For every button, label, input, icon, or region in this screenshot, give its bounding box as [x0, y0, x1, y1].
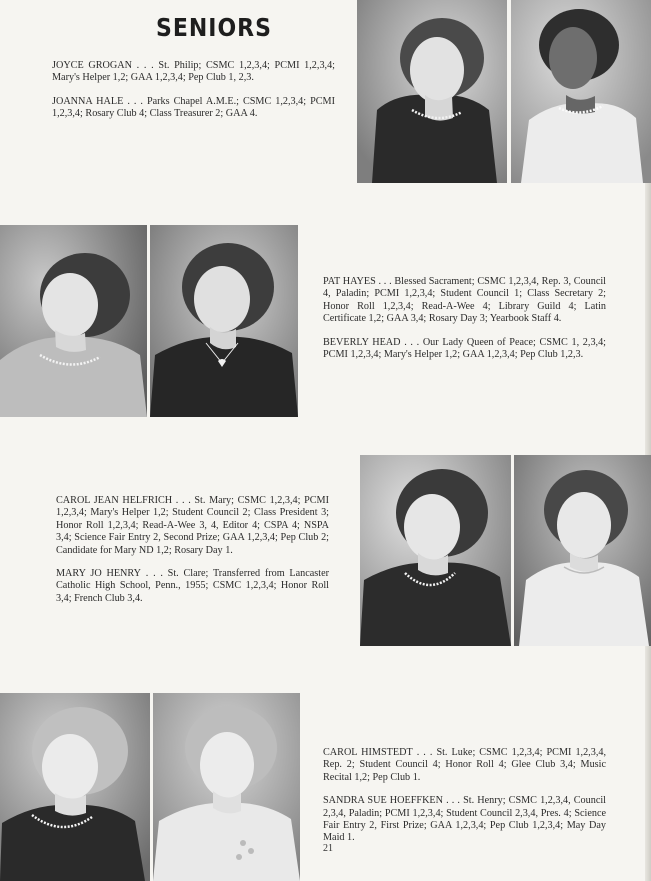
portrait-photo-pat-hayes [0, 225, 147, 417]
portrait-photo-carol-himstedt [0, 693, 150, 881]
student-name: SANDRA SUE HOEFFKEN [323, 795, 443, 807]
bio-entry: PAT HAYES . . . Blessed Sacrament; CSMC 1,2,3,4, Rep. 3, Council 4, Paladin; PCMI 1,2,3,4; Student Council 1; Class Secretary 2; Honor Roll 1,2,3,4; Read-A-Wee 4; Library Guild 4; Latin Certificate 1,2; GAA 3,4; Rosary Day 3; Yearbook Staff 4. [323, 276, 606, 325]
portrait-photo-carol-jean-helfrich [360, 455, 511, 646]
student-bio: St. Mary; CSMC 1,2,3,4; PCMI 1,2,3,4; Mary's Helper 1,2; Student Council 2; Class President 3; Honor Roll 1,2,3,4; Read-A-Wee 3, 4, Editor 4; CSPA 4; NSPA 3,4; Science Fair Entry 2, Second Prize; GAA 1,2,3,4; Pep Club 2; Candidate for Mary ND 1,2; Rosary Day 1. [56, 495, 329, 556]
student-bio: St. Philip; CSMC 1,2,3,4; PCMI 1,2,3,4; Mary's Helper 1,2; GAA 1,2,3,4; Pep Club 1, 2,3. [52, 60, 336, 84]
student-bio: St. Clare; Transferred from Lancaster Catholic High School, Penn., 1955; CSMC 1,2,3,4; Honor Roll 3,4; French Club 3,4. [56, 568, 329, 604]
student-name: CAROL JEAN HELFRICH [56, 495, 173, 506]
student-name: BEVERLY HEAD [323, 336, 401, 348]
section-3-text [56, 495, 329, 616]
student-name: JOANNA HALE [52, 95, 124, 107]
student-name: MARY JO HENRY [56, 568, 141, 580]
student-bio: Blessed Sacrament; CSMC 1,2,3,4, Rep. 3, Council 4, Paladin; PCMI 1,2,3,4; Student Council 1; Class Secretary 2; Honor Roll 1,2,3,4; Read-A-Wee 4; Library Guild 4; Latin Certificate 1,2; GAA 3,4; Rosary Day 3; Yearbook Staff 4. [323, 276, 606, 325]
section-2-text [323, 276, 606, 372]
bio-entry: SANDRA SUE HOEFFKEN . . . St. Henry; CSMC 1,2,3,4, Council 2,3,4, Paladin; PCMI 1,2,3,4; Student Council 2,3,4, Pres. 4; Science Fair Entry 2, First Prize; GAA 1,2,3,4; Pep Club 1,2,3,4; May Day Maid 1. [323, 795, 607, 844]
section-1-text [52, 60, 335, 132]
bio-entry: JOANNA HALE . . . Parks Chapel A.M.E.; CSMC 1,2,3,4; PCMI 1,2,3,4; Rosary Club 4; Class Treasurer 2; GAA 4. [52, 95, 335, 120]
section-4-text [323, 747, 606, 856]
student-bio: Parks Chapel A.M.E.; CSMC 1,2,3,4; PCMI 1,2,3,4; Rosary Club 4; Class Treasurer 2; GAA 4. [52, 95, 335, 120]
student-bio: St. Luke; CSMC 1,2,3,4; PCMI 1,2,3,4, Rep. 2; Student Council 4; Honor Roll 4; Glee Club 3,4; Music Recital 1,2; Pep Club 1. [323, 747, 607, 783]
page-number: 21 [323, 843, 333, 854]
bio-entry: JOYCE GROGAN . . . St. Philip; CSMC 1,2,3,4; PCMI 1,2,3,4; Mary's Helper 1,2; GAA 1,2,3,4; Pep Club 1, 2,3. [52, 60, 336, 84]
page-title: SENIORS [156, 14, 272, 43]
portrait-photo-sandra-sue-hoeffken [153, 693, 300, 881]
portrait-photo-joyce-grogan [357, 0, 507, 183]
bio-entry: BEVERLY HEAD . . . Our Lady Queen of Peace; CSMC 1, 2,3,4; PCMI 1,2,3,4; Mary's Helper 1,2; GAA 1,2,3,4; Pep Club 1,2,3. [323, 336, 607, 361]
portrait-photo-mary-jo-henry [514, 455, 651, 646]
student-name: JOYCE GROGAN [52, 60, 132, 71]
student-bio: St. Henry; CSMC 1,2,3,4, Council 2,3,4, Paladin; PCMI 1,2,3,4; Student Council 2,3,4, Pres. 4; Science Fair Entry 2, First Prize; GAA 1,2,3,4; Pep Club 1,2,3,4; May Day Maid 1. [323, 795, 607, 844]
student-name: CAROL HIMSTEDT [323, 747, 413, 758]
student-name: PAT HAYES [323, 276, 376, 287]
bio-entry: MARY JO HENRY . . . St. Clare; Transferred from Lancaster Catholic High School, Penn., 1955; CSMC 1,2,3,4; Honor Roll 3,4; French Club 3,4. [56, 568, 329, 604]
student-bio: Our Lady Queen of Peace; CSMC 1, 2,3,4; PCMI 1,2,3,4; Mary's Helper 1,2; GAA 1,2,3,4; Pep Club 1,2,3. [323, 336, 607, 361]
portrait-photo-joanna-hale [511, 0, 651, 183]
portrait-photo-beverly-head [150, 225, 298, 417]
bio-entry: CAROL HIMSTEDT . . . St. Luke; CSMC 1,2,3,4; PCMI 1,2,3,4, Rep. 2; Student Council 4; Honor Roll 4; Glee Club 3,4; Music Recital 1,2; Pep Club 1. [323, 747, 607, 783]
bio-entry: CAROL JEAN HELFRICH . . . St. Mary; CSMC 1,2,3,4; PCMI 1,2,3,4; Mary's Helper 1,2; Student Council 2; Class President 3; Honor Roll 1,2,3,4; Read-A-Wee 3, 4, Editor 4; CSPA 4; NSPA 3,4; Science Fair Entry 2, Second Prize; GAA 1,2,3,4; Pep Club 2; Candidate for Mary ND 1,2; Rosary Day 1. [56, 495, 329, 556]
